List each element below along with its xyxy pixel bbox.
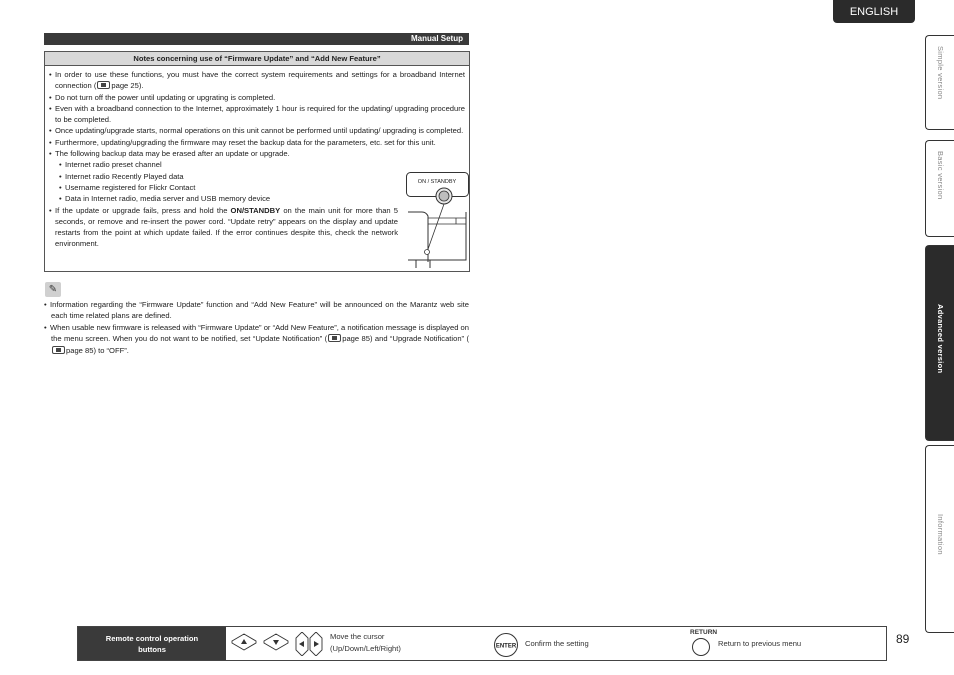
note-item: • Furthermore, updating/upgrading the firmware may reset the backup data for the parameters, etc. set for this unit. bbox=[49, 137, 436, 147]
cursor-description: Move the cursor (Up/Down/Left/Right) bbox=[330, 632, 401, 653]
page-number: 89 bbox=[896, 632, 910, 646]
side-tab-information[interactable]: Information bbox=[925, 445, 954, 633]
note-item: • Do not turn off the power until updating or upgrating is completed. bbox=[49, 92, 276, 102]
note-item: • If the update or upgrade fails, press and hold the ON/STANDBY on the main unit for more than 5 seconds, or remove and re-insert the power cord. “Update retry” appears on the display and update restarts from the point at which update failed. If the error continues despite this, check the network environment. bbox=[49, 205, 398, 249]
note-subitem: • Username registered for Flickr Contact bbox=[59, 182, 196, 192]
note-subitem: • Internet radio preset channel bbox=[59, 160, 162, 170]
page-reference-icon bbox=[97, 81, 110, 89]
note-item: • Once updating/upgrade starts, normal operations on this unit cannot be performed until updating/ upgrading is completed. bbox=[49, 126, 464, 136]
remote-control-bar bbox=[77, 626, 887, 661]
remote-label: Remote control operation buttons bbox=[78, 627, 226, 660]
note-subitem: • Data in Internet radio, media server and USB memory device bbox=[59, 194, 271, 204]
enter-description: Confirm the setting bbox=[525, 639, 589, 648]
svg-text:ENTER: ENTER bbox=[495, 643, 517, 650]
page-reference-icon bbox=[52, 346, 65, 354]
side-tab-basic-version[interactable]: Basic version bbox=[925, 140, 954, 237]
notes-title: Notes concerning use of “Firmware Update” and “Add New Feature” bbox=[45, 52, 469, 66]
note-subitem: • Internet radio Recently Played data bbox=[59, 171, 184, 181]
return-description: Return to previous menu bbox=[718, 639, 802, 648]
note-item: • Even with a broadband connection to the Internet, approximately 1 hour is required for the updating/ upgrading procedure to be completed. bbox=[49, 103, 465, 125]
memo-pencil-icon: ✎ bbox=[45, 282, 61, 297]
return-label: RETURN bbox=[690, 629, 718, 636]
side-tab-simple-version[interactable]: Simple version bbox=[925, 35, 954, 130]
return-button-icon bbox=[691, 637, 711, 657]
info-list bbox=[44, 299, 469, 356]
section-title: Manual Setup bbox=[44, 33, 469, 45]
note-item: • The following backup data may be erased after an update or upgrade. bbox=[49, 149, 290, 159]
cursor-buttons-icon bbox=[230, 632, 330, 656]
info-item: • Information regarding the “Firmware Update” function and “Add New Feature” will be announced on the Marantz web site each time related plans are defined. bbox=[44, 300, 469, 321]
on-standby-device-illustration bbox=[406, 172, 469, 268]
enter-button-icon bbox=[493, 632, 519, 658]
page-reference-icon bbox=[328, 334, 341, 342]
side-tab-advanced-version[interactable]: Advanced version bbox=[925, 245, 954, 441]
language-tab[interactable]: ENGLISH bbox=[833, 0, 915, 23]
info-item: • When usable new firmware is released with “Firmware Update” or “Add New Feature”, a notification message is displayed on the menu screen. When you do not want to be notified, set “Update Notification” ( page 85) and “Upgrade Notification” (page 85) to “OFF”. bbox=[44, 323, 469, 355]
device-label: ON / STANDBY bbox=[417, 179, 457, 185]
note-item: • In order to use these functions, you must have the correct system requirements and settings for a broadband Internet connection ( page 25). bbox=[49, 70, 465, 91]
